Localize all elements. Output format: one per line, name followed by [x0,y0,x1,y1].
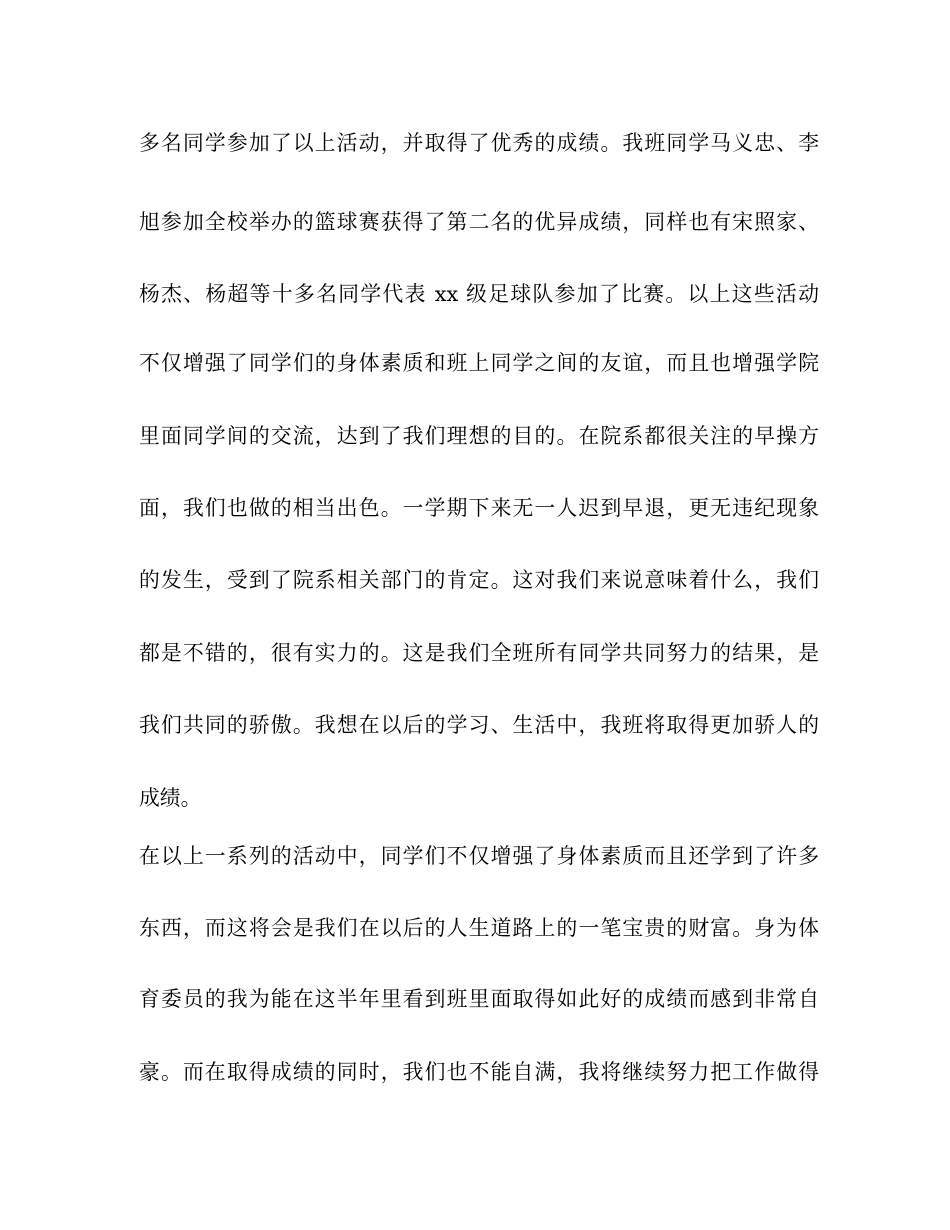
text-line: 面，我们也做的相当出色。一学期下来无一人迟到早退，更无违纪现象 [139,496,819,520]
text-line: 杨杰、杨超等十多名同学代表 xx 级足球队参加了比赛。以上这些活动 [139,282,819,306]
text-line: 豪。而在取得成绩的同时，我们也不能自满，我将继续努力把工作做得 [139,1060,819,1084]
text-line: 我们共同的骄傲。我想在以后的学习、生活中，我班将取得更加骄人的 [139,713,819,737]
text-line: 多名同学参加了以上活动，并取得了优秀的成绩。我班同学马义忠、李 [139,131,819,155]
text-line: 旭参加全校举办的篮球赛获得了第二名的优异成绩，同样也有宋照家、 [139,210,819,234]
text-line: 都是不错的，很有实力的。这是我们全班所有同学共同努力的结果，是 [139,641,819,665]
text-line: 不仅增强了同学们的身体素质和班上同学之间的友谊，而且也增强学院 [139,351,819,375]
text-line: 里面同学间的交流，达到了我们理想的目的。在院系都很关注的早操方 [139,424,819,448]
text-line: 的发生，受到了院系相关部门的肯定。这对我们来说意味着什么，我们 [139,568,819,592]
text-line: 东西，而这将会是我们在以后的人生道路上的一笔宝贵的财富。身为体 [139,916,819,940]
text-line: 育委员的我为能在这半年里看到班里面取得如此好的成绩而感到非常自 [139,987,819,1011]
text-line: 成绩。 [139,786,202,810]
text-line: 在以上一系列的活动中，同学们不仅增强了身体素质而且还学到了许多 [139,844,819,868]
